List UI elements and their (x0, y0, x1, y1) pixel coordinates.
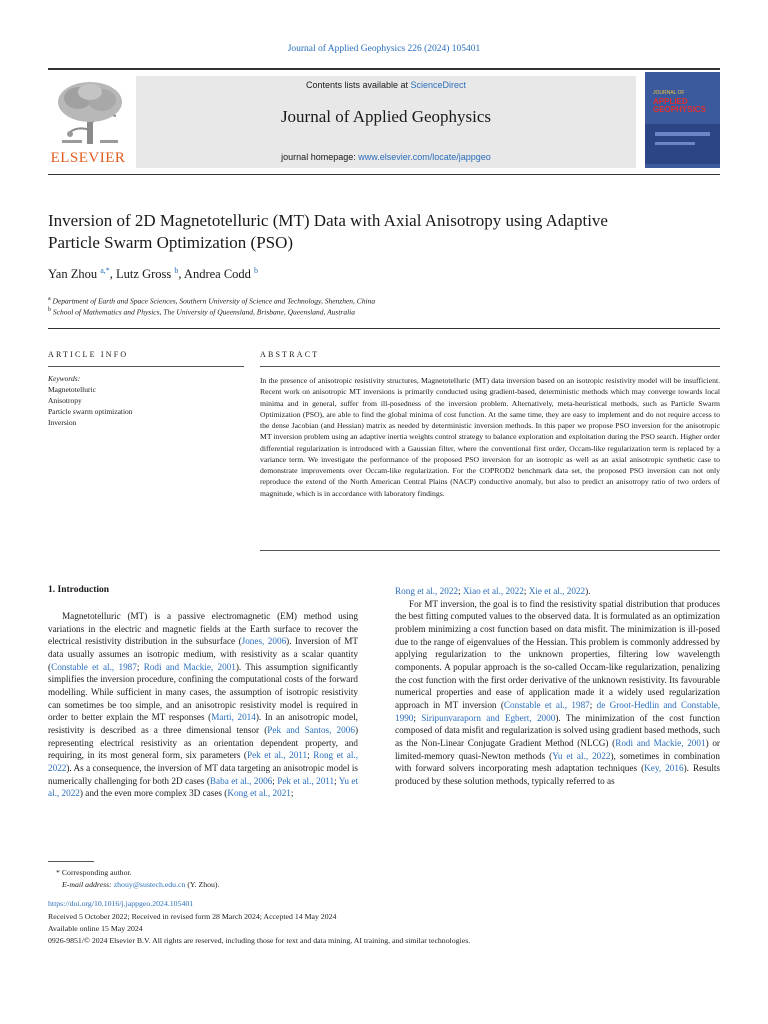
body-text: ) representing electrical resistivity as an orientation dependent property, and requiring, in its most general form, six parameters ( (48, 724, 358, 761)
section-heading-introduction: 1. Introduction (48, 585, 110, 595)
body-text: ; (458, 586, 463, 596)
received-dates: Received 5 October 2022; Received in revised form 28 March 2024; Accepted 14 May 2024 (48, 912, 337, 921)
affiliation-text: School of Mathematics and Physics, The University of Queensland, Brisbane, Queensland, Australia (52, 307, 355, 317)
cover-band-line (655, 132, 710, 136)
header-rule-bottom (48, 174, 720, 175)
body-text: ; (272, 775, 278, 786)
body-column-right (395, 585, 720, 788)
citation-link[interactable]: Pek and Santos, 2006 (267, 724, 355, 735)
journal-cover-thumbnail[interactable] (645, 72, 720, 168)
citation-link[interactable]: Jones, 2006 (241, 636, 287, 647)
body-text: For MT inversion, the goal is to find the resistivity spatial distribution that produces the best fitting computed values to the observed data. It is formulated as an optimization problem minimizing a cost function based on data misfit. The minimization is ill-posed due to the range of eigenvalues of the Hessian. This problem is commonly addressed by applying regularization to the unknown properties, filtering low wavelength components. A popular approach is the so-called Occam-like regularization, penalizing the cost function with the first order derivative of the unknown resistivity. Its favourable numerical properties and ease of application made it a widely used regularization approach in MT inversion ( (395, 598, 720, 710)
citation-link[interactable]: Constable et al., 1987 (503, 699, 590, 710)
contents-prefix: Contents lists available at (305, 80, 411, 90)
affiliation-text: Department of Earth and Space Sciences, Southern University of Science and Technology, Shenzhen, China (52, 296, 376, 306)
citation-link[interactable]: Kong et al., 2021 (227, 788, 291, 799)
citation-link[interactable]: Xie et al., 2022 (528, 586, 586, 596)
citation-link[interactable]: Marti, 2014 (211, 712, 256, 723)
keyword: Anisotropy (48, 396, 82, 405)
article-title: Inversion of 2D Magnetotelluric (MT) Data with Axial Anisotropy using Adaptive Particle Swarm Optimization (PSO) (48, 211, 608, 252)
body-text: ; (523, 586, 529, 596)
body-text: ), sometimes in combination with forward solvers incorporating mesh adaptation techniques ( (395, 750, 720, 774)
homepage-prefix: journal homepage: (281, 152, 359, 162)
body-text: ) and the even more complex 3D cases ( (79, 788, 228, 799)
email-note (62, 880, 219, 889)
contents-line (136, 80, 636, 90)
citation-link[interactable]: de Groot-Hedlin and Constable, 1990 (395, 699, 720, 723)
body-text: ). As a consequence, the inversion of MT data targeting an anisotropic model is numerically challenging for both 2D cases ( (48, 762, 358, 786)
cover-title-small: JOURNAL OF (653, 90, 685, 96)
body-text: Magnetotelluric (MT) is a passive electromagnetic (EM) method using variations in the electric and magnetic fields at the Earth surface to recover the electrical resistivity distribution in the subsurface ( (48, 611, 358, 647)
journal-reference[interactable]: Journal of Applied Geophysics 226 (2024) 105401 (287, 44, 481, 54)
body-text: ) or limited-memory quasi-Newton methods ( (395, 737, 720, 761)
homepage-link[interactable]: www.elsevier.com/locate/jappgeo (358, 152, 491, 162)
cover-band-line (655, 142, 695, 145)
email-link[interactable]: zhouy@sustech.edu.cn (113, 880, 186, 889)
citation-link[interactable]: Pek et al., 2011 (277, 775, 335, 786)
keyword: Inversion (48, 418, 77, 427)
paragraph-continuation (395, 585, 720, 598)
body-text: ; (413, 712, 422, 723)
keyword: Magnetotelluric (48, 385, 96, 394)
citation-link[interactable]: Yu et al., 2022 (48, 775, 359, 799)
homepage-line (136, 152, 636, 162)
online-date: Available online 15 May 2024 (48, 924, 143, 933)
body-text: ; (136, 661, 144, 672)
body-text: ). In an anisotropic model, resistivity is described as a three dimensional tensor ( (48, 712, 358, 735)
author-name[interactable]: Lutz Gross (116, 267, 172, 282)
affiliation-mark: b (48, 307, 51, 313)
abstract-heading: ABSTRACT (260, 350, 320, 359)
body-text: ; (307, 750, 314, 761)
citation-link[interactable]: Key, 2016 (644, 763, 684, 774)
sciencedirect-link[interactable]: ScienceDirect (410, 80, 467, 90)
affiliation-mark: a (48, 296, 51, 302)
keywords-label: Keywords: (48, 374, 81, 383)
body-text: ). (585, 586, 591, 596)
body-text: ). Inversion of MT data usually assumes an isotropic medium, with resistivity as a scalar quantity ( (48, 636, 358, 672)
title-rule (48, 328, 720, 329)
abstract-rule-bottom (260, 550, 720, 551)
journal-name: Journal of Applied Geophysics (280, 107, 492, 126)
paragraph (48, 610, 358, 800)
author-list: Yan Zhou $^{a,*}$, Lutz Gross $^b$, Andrea Codd $^b$ (48, 266, 259, 282)
body-column-left (48, 610, 358, 800)
body-text: ). Results produced by these solution methods, typically referred to as (395, 763, 721, 786)
citation-link[interactable]: Constable et al., 1987 (51, 661, 137, 672)
elsevier-wordmark: ELSEVIER (50, 150, 126, 166)
citation-link[interactable]: Rong et al., 2022 (48, 750, 358, 773)
abstract-rule (260, 366, 720, 367)
elsevier-logo[interactable] (48, 80, 128, 168)
body-text: ; (589, 699, 597, 710)
citation-link[interactable]: Xiao et al., 2022 (462, 586, 524, 596)
author-affiliation-mark[interactable]: a,* (100, 266, 110, 275)
email-label: E-mail address: (62, 880, 114, 889)
footnote-rule (48, 861, 94, 862)
citation-link[interactable]: Pek et al., 2011 (246, 750, 308, 761)
citation-link[interactable]: Rodi and Mackie, 2001 (615, 737, 706, 748)
body-text: ; (334, 775, 339, 786)
email-suffix: (Y. Zhou). (185, 880, 220, 889)
copyright-notice: 0926-9851/© 2024 Elsevier B.V. All rights are reserved, including those for text and data mining, AI training, and similar technologies. (48, 936, 471, 945)
elsevier-tree-icon (54, 80, 126, 148)
cover-title-large (653, 98, 706, 114)
author-affiliation-mark[interactable]: b (174, 266, 179, 275)
header-rule-top (48, 68, 720, 70)
citation-link[interactable]: Yu et al., 2022 (552, 750, 611, 761)
affiliation (48, 307, 355, 317)
affiliation (48, 296, 375, 306)
cover-title-line-b: GEOPHYSICS (653, 105, 706, 114)
author-name[interactable]: Andrea Codd (183, 267, 251, 282)
cover-title-line-a: APPLIED (653, 97, 688, 106)
abstract-text: In the presence of anisotropic resistivity structures, Magnetotelluric (MT) data inversion based on an isotropic resistivity model will be insufficient. Recent work on anisotropic MT inversions is primarily conducted using gradient-based, deterministic methods which may converge towards local minima and in general, suffer from ill-posedness of the inversion problem. Alternatively, meta-heuristical methods, such as Particle Swarm Optimization (PSO), are able to find the global minima of cost function. At the same time, they are easy to implement and do not require access to the dense Jacobian (and Hessian) matrix as needed by deterministic inversion methods. In this paper we propose PSO inversion for the anisotropic MT inversion problem using an adaptive inertia weights control strategy to balance exploration and exploitation during the PSO search. Higher order differential regularization is introduced with a Gaussian filter, where the conventional first order, Occam-like regularization term is replaced by a variance term. We investigate the performance of the proposed PSO inversion for an isotropic as well as an axial anisotropic synthetic case to demonstrate improvements over Occam-like regularization. For the COPROD2 benchmark data set, the proposed PSO inversion can not only reproduce the extend of the North American Central Plains (NACP) conductive anomaly, but also to predict an anisotropy ratio of two orders of magnitude, which is in accordance with laboratory findings. (260, 376, 720, 498)
doi-link[interactable]: https://doi.org/10.1016/j.jappgeo.2024.105401 (48, 899, 194, 908)
article-info-heading: ARTICLE INFO (48, 350, 129, 359)
author-affiliation-mark[interactable]: b (254, 266, 259, 275)
body-text: ). This assumption significantly simplifies the inversion procedure, confining the computational costs of the forward modelling. While sufficient in many cases, the assumption of isotropic resistivity can sometimes be too simple, and an anisotropic resistivity model is required in order to better explain the MT responses ( (48, 661, 358, 723)
paragraph (395, 598, 720, 788)
citation-link[interactable]: Siripunvaraporn and Egbert, 2000 (421, 712, 556, 723)
citation-link[interactable]: Baba et al., 2006 (209, 775, 273, 786)
citation-link[interactable]: Rong et al., 2022 (395, 586, 459, 596)
author-name[interactable]: Yan Zhou (48, 267, 98, 282)
keyword: Particle swarm optimization (48, 407, 133, 416)
body-text: ). The minimization of the cost function composed of data misfit and regularization is solved using gradient based methods, such as the Non-Linear Conjugate Gradient Method (NLCG) ( (395, 712, 720, 748)
citation-link[interactable]: Rodi and Mackie, 2001 (143, 661, 236, 672)
article-info-rule (48, 366, 244, 367)
corresponding-author-note: * Corresponding author. (56, 868, 132, 877)
body-text: ; (290, 788, 294, 799)
